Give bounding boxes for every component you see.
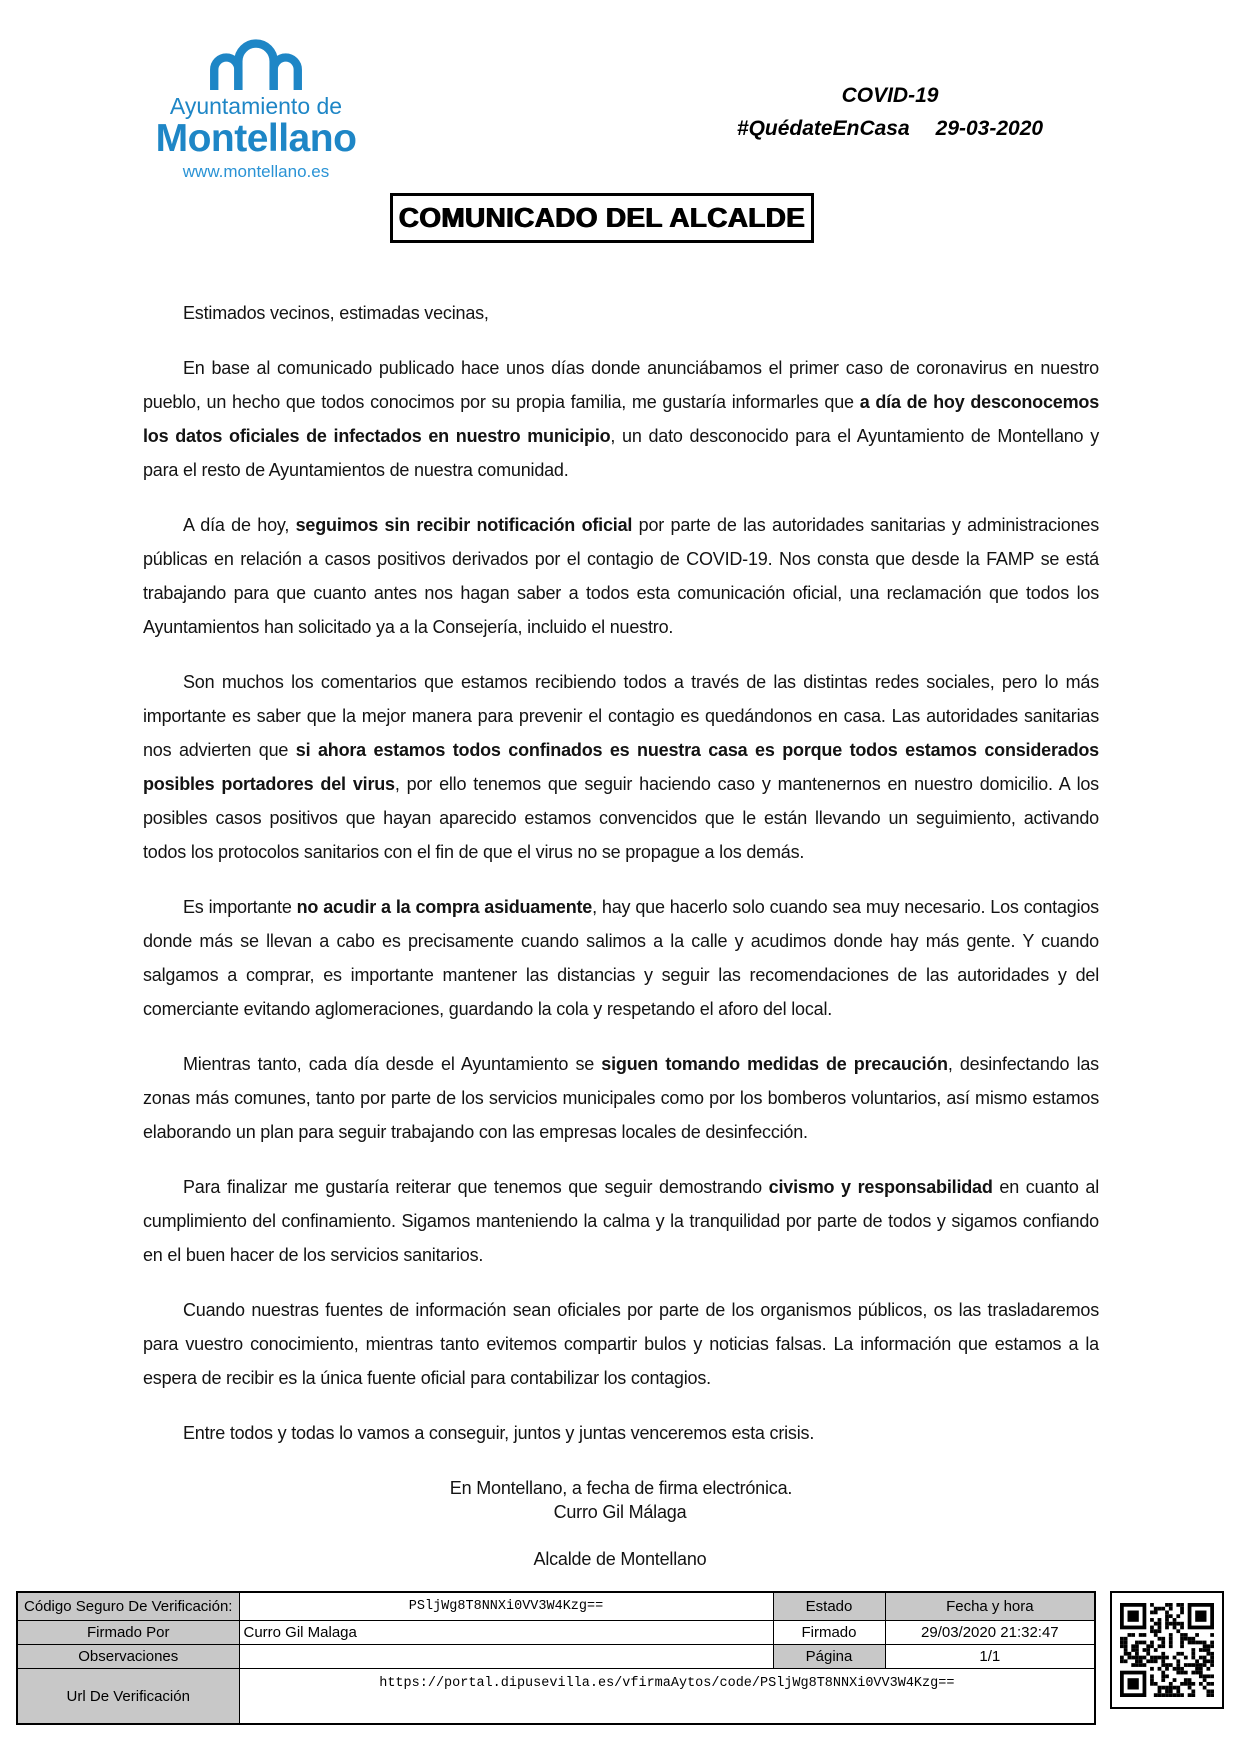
- verification-table: [16, 1591, 1096, 1725]
- logo-town-name: Montellano: [155, 117, 357, 161]
- covid-header: [670, 84, 1110, 141]
- salutation: Estimados vecinos, estimadas vecinas,: [183, 303, 489, 323]
- logo-org-text: Ayuntamiento de: [169, 93, 343, 119]
- observaciones-value: [239, 1645, 773, 1669]
- estado-label: Estado: [773, 1592, 885, 1621]
- firmado-por-value: Curro Gil Malaga: [239, 1621, 773, 1645]
- paragraph-1: En base al comunicado publicado hace unos días donde anunciábamos el primer caso de coronavirus en nuestro pueblo, un hecho que todos conocimos por su propia familia, me gustaría informarles que a día de hoy desconocemos los datos oficiales de infectados en nuestro municipio, un dato desconocido para el Ayuntamiento de Montellano y para el resto de Ayuntamientos de nuestra comunidad.: [143, 358, 1100, 480]
- document-date: 29-03-2020: [935, 117, 1044, 140]
- covid-label: COVID-19: [841, 84, 939, 107]
- paragraph-3: Son muchos los comentarios que estamos recibiendo todos a través de las distintas redes sociales, pero lo más importante es saber que la mejor manera para prevenir el contagio es quedándonos en casa. Las autoridades sanitarias nos advierten que si ahora estamos todos confinados es nuestra casa es porque todos estamos considerados posibles portadores del virus, por ello tenemos que seguir haciendo caso y mantenernos en nuestro domicilio. A los posibles casos positivos que hayan aparecido estamos convencidos que le están llevando un seguimiento, activando todos los protocolos sanitarios con el fin de que el virus no se propague a los demás.: [143, 672, 1099, 862]
- title-box: [390, 193, 814, 243]
- url-verificacion-label: Url De Verificación: [17, 1669, 239, 1725]
- arches-icon: [204, 36, 308, 92]
- hashtag-quedate-en-casa: #QuédateEnCasa: [736, 117, 910, 140]
- document-body: [143, 296, 1099, 1526]
- logo-website: www.montellano.es: [182, 162, 330, 182]
- observaciones-label: Observaciones: [17, 1645, 239, 1669]
- pagina-value: 1/1: [885, 1645, 1095, 1669]
- paragraph-6: Para finalizar me gustaría reiterar que tenemos que seguir demostrando civismo y responsabilidad en cuanto al cumplimiento del confinamiento. Sigamos manteniendo la calma y la tranquilidad por parte de todos y sigamos confiando en el buen hacer de los servicios sanitarios.: [143, 1177, 1099, 1265]
- fecha-hora-label: Fecha y hora: [885, 1592, 1095, 1621]
- paragraph-7: Cuando nuestras fuentes de información sean oficiales por parte de los organismos públicos, os las trasladaremos para vuestro conocimiento, mientras tanto evitemos compartir bulos y noticias falsas. La información que estamos a la espera de recibir es la única fuente oficial para contabilizar los contagios.: [143, 1300, 1099, 1388]
- paragraph-2: A día de hoy, seguimos sin recibir notificación oficial por parte de las autoridades sanitarias y administraciones públicas en relación a casos positivos derivados por el contagio de COVID-19. Nos consta que desde la FAMP se está trabajando para que cuanto antes nos hagan saber a todos esta comunicación oficial, una reclamación que todos los Ayuntamientos han solicitado ya a la Consejería, incluido el nuestro.: [143, 515, 1099, 637]
- page-title: COMUNICADO DEL ALCALDE: [398, 202, 806, 233]
- signature-role: Alcalde de Montellano: [533, 1549, 707, 1569]
- pagina-label: Página: [773, 1645, 885, 1669]
- qr-box: [1110, 1591, 1224, 1709]
- signature-name: Curro Gil Málaga: [553, 1502, 687, 1522]
- estado-value: Firmado: [773, 1621, 885, 1645]
- url-verificacion-value: https://portal.dipusevilla.es/vfirmaAytos/code/PSljWg8T8NNXi0VV3W4Kzg==: [239, 1669, 1095, 1725]
- paragraph-8: Entre todos y todas lo vamos a conseguir, juntos y juntas venceremos esta crisis.: [183, 1423, 815, 1443]
- qr-code-icon: [1120, 1603, 1214, 1697]
- paragraph-5: Mientras tanto, cada día desde el Ayuntamiento se siguen tomando medidas de precaución, desinfectando las zonas más comunes, tanto por parte de los servicios municipales como por los bomberos voluntarios, así mismo estamos elaborando un plan para seguir trabajando con las empresas locales de desinfección.: [143, 1054, 1099, 1142]
- fecha-hora-value: 29/03/2020 21:32:47: [885, 1621, 1095, 1645]
- csv-label: Código Seguro De Verificación:: [17, 1592, 239, 1621]
- firmado-por-label: Firmado Por: [17, 1621, 239, 1645]
- town-hall-logo: [136, 36, 376, 182]
- paragraph-4: Es importante no acudir a la compra asiduamente, hay que hacerlo solo cuando sea muy necesario. Los contagios donde más se llevan a cabo es precisamente cuando salimos a la calle y acudimos donde hay más gente. Y cuando salgamos a comprar, es importante mantener las distancias y seguir las recomendaciones de las autoridades y del comerciante evitando aglomeraciones, guardando la cola y respetando el aforo del local.: [143, 897, 1099, 1019]
- closing-place-line: En Montellano, a fecha de firma electrónica.: [449, 1478, 793, 1498]
- verification-footer: [16, 1591, 1224, 1725]
- csv-value: PSljWg8T8NNXi0VV3W4Kzg==: [239, 1592, 773, 1621]
